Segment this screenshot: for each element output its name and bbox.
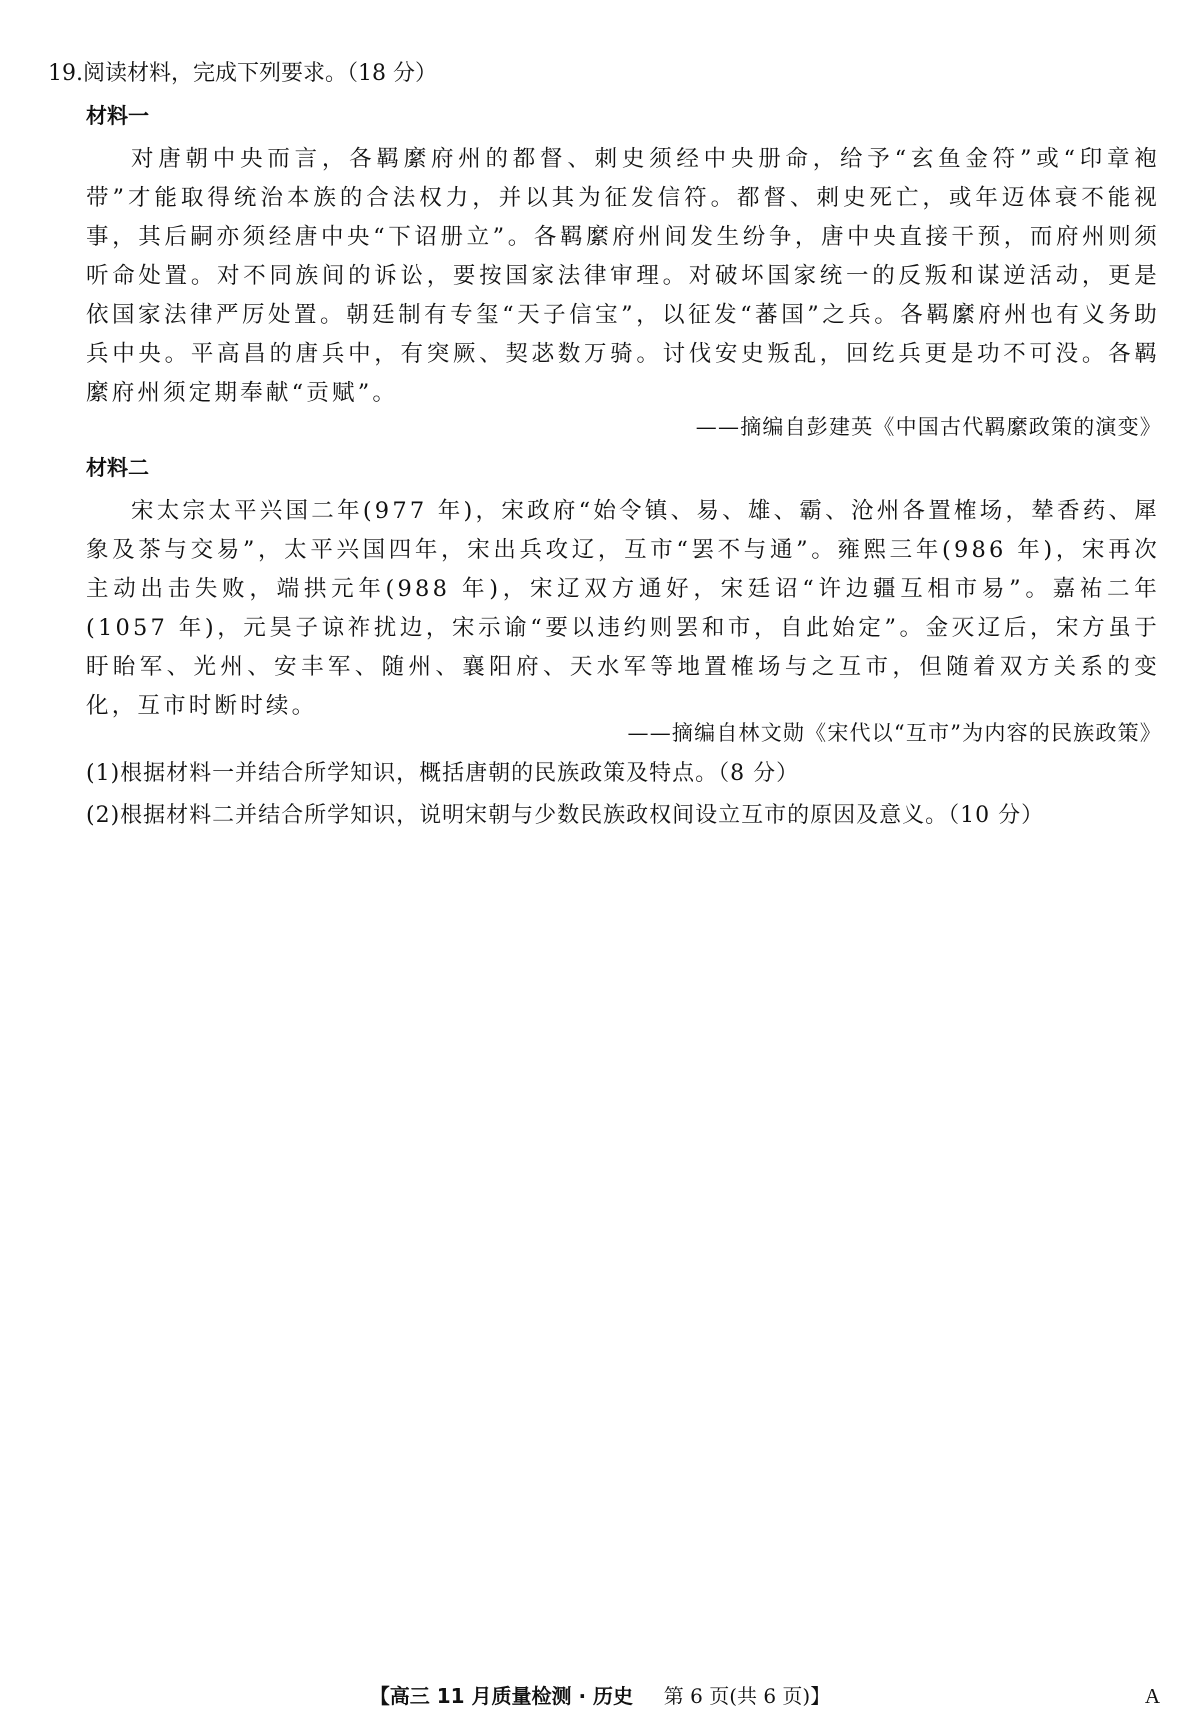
material-1-source: ——摘编自彭建英《中国古代羁縻政策的演变》 (695, 415, 1162, 439)
sub-question-2: (2)根据材料二并结合所学知识，说明宋朝与少数民族政权间设立互市的原因及意义。（10 分） (86, 803, 1045, 828)
material-2-heading: 材料二 (86, 456, 149, 480)
material-2-text: 宋太宗太平兴国二年(977 年)，宋政府“始令镇、易、雄、霸、沧州各置榷场，辇香药、犀象及茶与交易”，太平兴国四年，宋出兵攻辽，互市“罢不与通”。雍熙三年(986 年)，宋再次主动出击失败，端拱元年(988 年)，宋辽双方通好，宋廷诏“许边疆互相市易”。嘉祐二年(1057 年)，元昊子谅祚扰边，宋示谕“要以违约则罢和市，自此始定”。金灭辽后，宋方虽于盱眙军、光州、安丰军、随州、襄阳府、天水军等地置榷场与之互市，但随着双方关系的变化，互市时断时续。 (86, 498, 1160, 719)
footer-exam-label: 【高三 11 月质量检测 · 历史 (369, 1684, 634, 1708)
page-footer (0, 1682, 1200, 1710)
material-1-heading: 材料一 (86, 104, 149, 128)
footer-page-number: 第 6 页(共 6 页)】 (663, 1684, 831, 1708)
sub-question-1: (1)根据材料一并结合所学知识，概括唐朝的民族政策及特点。（8 分） (86, 761, 800, 786)
exam-version: A (1144, 1684, 1160, 1708)
material-2-source: ——摘编自林文勋《宋代以“互市”为内容的民族政策》 (627, 721, 1162, 745)
material-1-text: 对唐朝中央而言，各羁縻府州的都督、刺史须经中央册命，给予“玄鱼金符”或“印章袍带”才能取得统治本族的合法权力，并以其为征发信符。都督、刺史死亡，或年迈体衰不能视事，其后嗣亦须经唐中央“下诏册立”。各羁縻府州间发生纷争，唐中央直接干预，而府州则须听命处置。对不同族间的诉讼，要按国家法律审理。对破坏国家统一的反叛和谋逆活动，更是依国家法律严厉处置。朝廷制有专玺“天子信宝”，以征发“蕃国”之兵。各羁縻府州也有义务助兵中央。平高昌的唐兵中，有突厥、契苾数万骑。讨伐安史叛乱，回纥兵更是功不可没。各羁縻府州须定期奉献“贡赋”。 (86, 146, 1160, 406)
question-title: 19.阅读材料，完成下列要求。（18 分） (48, 61, 437, 86)
